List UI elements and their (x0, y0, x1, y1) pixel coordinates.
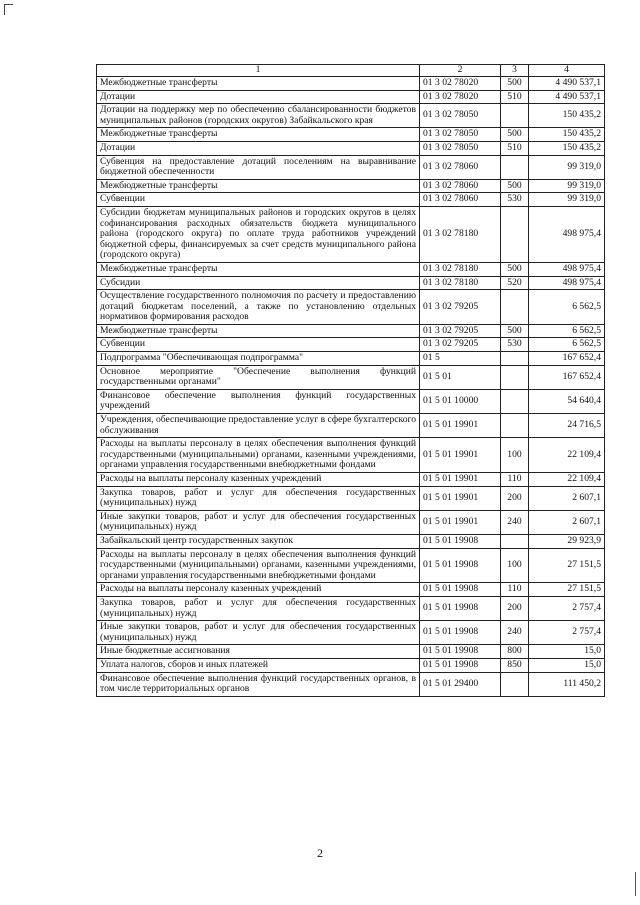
row-name: Учреждения, обеспечивающие предоставление услуг в сфере бухгалтерского обслуживания (97, 414, 420, 438)
row-name: Основное мероприятие "Обеспечение выполнения функций государственными органами" (97, 365, 420, 389)
row-code: 01 3 02 78060 (420, 179, 501, 193)
scan-corner-mark (4, 4, 13, 15)
table-row (97, 486, 605, 510)
row-amount: 111 450,2 (529, 672, 605, 696)
row-code: 01 3 02 79205 (420, 290, 501, 325)
row-expense-type: 500 (501, 324, 529, 338)
table-row (97, 128, 605, 142)
row-amount: 29 923,9 (529, 534, 605, 548)
row-expense-type (501, 672, 529, 696)
row-expense-type: 110 (501, 473, 529, 487)
row-amount: 6 562,5 (529, 338, 605, 352)
row-name: Субсидии (97, 276, 420, 290)
row-code: 01 5 01 29400 (420, 672, 501, 696)
row-name: Расходы на выплаты персоналу в целях обеспечения выполнения функций государственными (муниципальными) органами, казенными учреждениями, органами управления государственными внебюджетными фондами (97, 548, 420, 583)
table-row (97, 534, 605, 548)
row-name: Закупка товаров, работ и услуг для обеспечения государственных (муниципальных) нужд (97, 486, 420, 510)
table-row (97, 645, 605, 659)
row-amount: 498 975,4 (529, 206, 605, 262)
row-amount: 150 435,2 (529, 104, 605, 128)
row-name: Расходы на выплаты персоналу в целях обеспечения выполнения функций государственными (муниципальными) органами, казенными учреждениями, органами управления государственными внебюджетными фондами (97, 438, 420, 473)
row-expense-type: 520 (501, 276, 529, 290)
row-code: 01 5 01 19901 (420, 510, 501, 534)
table-row (97, 389, 605, 413)
row-amount: 15,0 (529, 658, 605, 672)
row-amount: 22 109,4 (529, 438, 605, 473)
row-expense-type: 500 (501, 262, 529, 276)
table-row (97, 141, 605, 155)
row-code: 01 5 01 19908 (420, 621, 501, 645)
row-expense-type: 500 (501, 77, 529, 91)
row-code: 01 5 (420, 352, 501, 366)
row-code: 01 5 01 19908 (420, 548, 501, 583)
row-expense-type: 100 (501, 438, 529, 473)
row-amount: 6 562,5 (529, 290, 605, 325)
row-code: 01 3 02 79205 (420, 324, 501, 338)
row-expense-type (501, 104, 529, 128)
row-expense-type (501, 155, 529, 179)
row-code: 01 3 02 78180 (420, 206, 501, 262)
table-row (97, 155, 605, 179)
row-amount: 150 435,2 (529, 128, 605, 142)
row-amount: 498 975,4 (529, 262, 605, 276)
row-amount: 6 562,5 (529, 324, 605, 338)
table-row (97, 324, 605, 338)
row-expense-type (501, 534, 529, 548)
row-code: 01 5 01 19908 (420, 583, 501, 597)
scan-edge-mark (635, 872, 636, 896)
table-row (97, 621, 605, 645)
row-name: Уплата налогов, сборов и иных платежей (97, 658, 420, 672)
row-amount: 2 607,1 (529, 486, 605, 510)
row-expense-type: 240 (501, 621, 529, 645)
row-code: 01 3 02 78060 (420, 155, 501, 179)
budget-table (96, 64, 605, 697)
table-row (97, 290, 605, 325)
row-amount: 24 716,5 (529, 414, 605, 438)
row-expense-type: 510 (501, 141, 529, 155)
row-expense-type (501, 389, 529, 413)
row-code: 01 5 01 19901 (420, 414, 501, 438)
table-row (97, 510, 605, 534)
row-expense-type: 530 (501, 338, 529, 352)
table-row (97, 658, 605, 672)
table-row (97, 206, 605, 262)
row-expense-type: 850 (501, 658, 529, 672)
row-expense-type: 110 (501, 583, 529, 597)
row-name: Иные закупки товаров, работ и услуг для обеспечения государственных (муниципальных) нужд (97, 510, 420, 534)
row-name: Закупка товаров, работ и услуг для обеспечения государственных (муниципальных) нужд (97, 596, 420, 620)
row-name: Дотации (97, 90, 420, 104)
row-expense-type: 500 (501, 128, 529, 142)
table-row (97, 596, 605, 620)
row-code: 01 5 01 19908 (420, 534, 501, 548)
row-amount: 99 319,0 (529, 193, 605, 207)
table-row (97, 414, 605, 438)
row-code: 01 5 01 19901 (420, 473, 501, 487)
row-code: 01 5 01 19908 (420, 645, 501, 659)
row-code: 01 3 02 79205 (420, 338, 501, 352)
row-name: Осуществление государственного полномочия по расчету и предоставлению дотаций бюджетам поселений, а также по установлению отдельных нормативов формирования расходов (97, 290, 420, 325)
row-expense-type: 510 (501, 90, 529, 104)
header-col-2: 2 (420, 65, 501, 77)
row-expense-type: 100 (501, 548, 529, 583)
row-amount: 150 435,2 (529, 141, 605, 155)
row-expense-type (501, 352, 529, 366)
row-amount: 2 757,4 (529, 596, 605, 620)
row-expense-type: 240 (501, 510, 529, 534)
row-name: Расходы на выплаты персоналу казенных учреждений (97, 583, 420, 597)
table-row (97, 276, 605, 290)
row-name: Подпрограмма "Обеспечивающая подпрограмма" (97, 352, 420, 366)
table-row (97, 583, 605, 597)
row-code: 01 5 01 19908 (420, 596, 501, 620)
page-number: 2 (317, 846, 323, 860)
row-amount: 167 652,4 (529, 365, 605, 389)
row-expense-type: 200 (501, 486, 529, 510)
row-code: 01 5 01 19901 (420, 438, 501, 473)
table-row (97, 438, 605, 473)
row-name: Межбюджетные трансферты (97, 324, 420, 338)
row-code: 01 3 02 78050 (420, 104, 501, 128)
row-amount: 4 490 537,1 (529, 90, 605, 104)
row-expense-type (501, 365, 529, 389)
row-amount: 498 975,4 (529, 276, 605, 290)
row-code: 01 3 02 78180 (420, 276, 501, 290)
row-code: 01 5 01 10000 (420, 389, 501, 413)
table-row (97, 90, 605, 104)
row-name: Субсидии бюджетам муниципальных районов и городских округов в целях софинансирования расходных обязательств бюджета муниципального района (городского округа) по оплате труда работников учреждений бюджетной сферы, финансируемых за счет средств муниципального района (городского округа) (97, 206, 420, 262)
row-name: Межбюджетные трансферты (97, 128, 420, 142)
row-expense-type (501, 414, 529, 438)
row-code: 01 3 02 78050 (420, 141, 501, 155)
row-amount: 22 109,4 (529, 473, 605, 487)
row-name: Субвенции (97, 338, 420, 352)
row-name: Расходы на выплаты персоналу казенных учреждений (97, 473, 420, 487)
table-row (97, 193, 605, 207)
row-amount: 99 319,0 (529, 179, 605, 193)
row-name: Межбюджетные трансферты (97, 77, 420, 91)
table-row (97, 77, 605, 91)
row-amount: 15,0 (529, 645, 605, 659)
table-row (97, 262, 605, 276)
row-amount: 2 757,4 (529, 621, 605, 645)
row-code: 01 3 02 78020 (420, 77, 501, 91)
header-col-1: 1 (97, 65, 420, 77)
table-header-row (97, 65, 605, 77)
row-expense-type: 200 (501, 596, 529, 620)
row-name: Межбюджетные трансферты (97, 262, 420, 276)
row-amount: 54 640,4 (529, 389, 605, 413)
row-code: 01 3 02 78180 (420, 262, 501, 276)
table-row (97, 338, 605, 352)
header-col-3: 3 (501, 65, 529, 77)
header-col-4: 4 (529, 65, 605, 77)
row-expense-type: 500 (501, 179, 529, 193)
row-code: 01 5 01 19901 (420, 486, 501, 510)
row-name: Иные закупки товаров, работ и услуг для обеспечения государственных (муниципальных) нужд (97, 621, 420, 645)
row-name: Субвенции (97, 193, 420, 207)
table-row (97, 179, 605, 193)
row-amount: 2 607,1 (529, 510, 605, 534)
row-name: Забайкальский центр государственных закупок (97, 534, 420, 548)
row-name: Межбюджетные трансферты (97, 179, 420, 193)
row-expense-type (501, 290, 529, 325)
row-name: Иные бюджетные ассигнования (97, 645, 420, 659)
row-code: 01 3 02 78050 (420, 128, 501, 142)
row-expense-type: 530 (501, 193, 529, 207)
budget-table-body (97, 65, 605, 697)
row-expense-type (501, 206, 529, 262)
row-name: Дотации на поддержку мер по обеспечению сбалансированности бюджетов муниципальных районов (городских округов) Забайкальского края (97, 104, 420, 128)
table-row (97, 365, 605, 389)
table-row (97, 672, 605, 696)
table-row (97, 473, 605, 487)
row-amount: 27 151,5 (529, 548, 605, 583)
row-amount: 167 652,4 (529, 352, 605, 366)
row-name: Субвенция на предоставление дотаций поселениям на выравнивание бюджетной обеспеченности (97, 155, 420, 179)
row-name: Финансовое обеспечение выполнения функций государственных учреждений (97, 389, 420, 413)
row-amount: 4 490 537,1 (529, 77, 605, 91)
row-amount: 27 151,5 (529, 583, 605, 597)
row-expense-type: 800 (501, 645, 529, 659)
row-amount: 99 319,0 (529, 155, 605, 179)
row-code: 01 5 01 19908 (420, 658, 501, 672)
row-code: 01 5 01 (420, 365, 501, 389)
table-row (97, 352, 605, 366)
table-row (97, 548, 605, 583)
row-code: 01 3 02 78020 (420, 90, 501, 104)
row-code: 01 3 02 78060 (420, 193, 501, 207)
table-row (97, 104, 605, 128)
row-name: Дотации (97, 141, 420, 155)
row-name: Финансовое обеспечение выполнения функций государственных органов, в том числе территориальных органов (97, 672, 420, 696)
